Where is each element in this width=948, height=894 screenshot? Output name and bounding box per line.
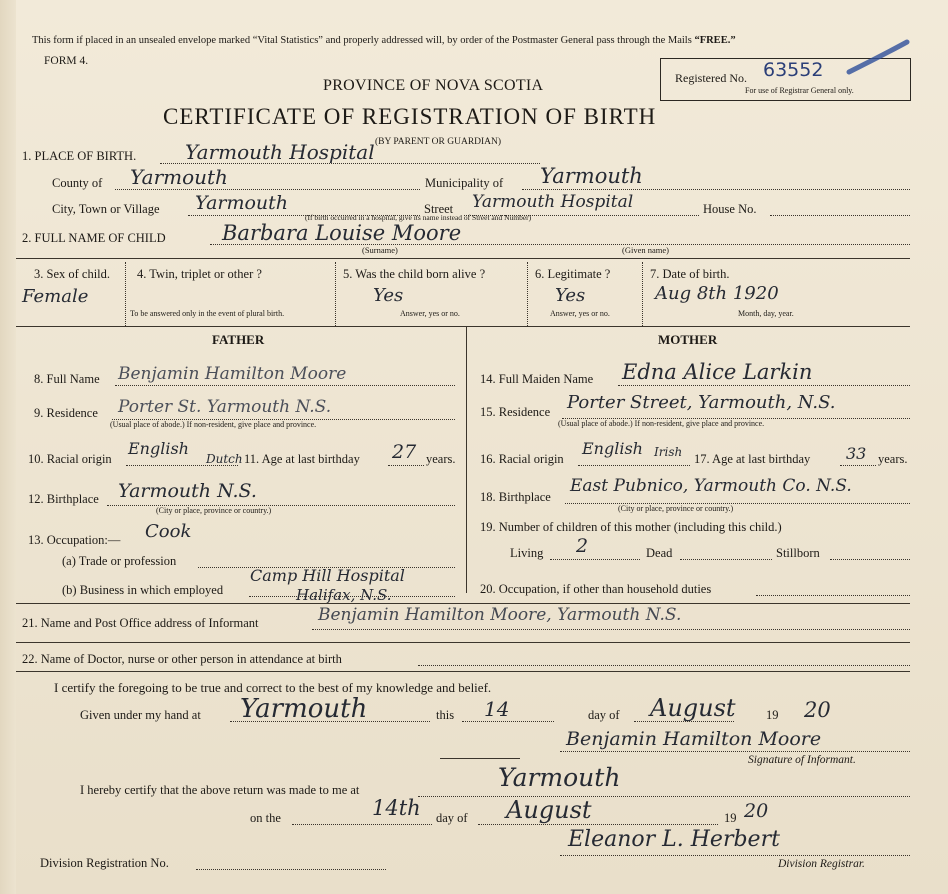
registrar-signature-line [560, 855, 910, 856]
informant-label: 21. Name and Post Office address of Informant [22, 616, 259, 630]
stillborn-label: Stillborn [776, 546, 820, 560]
father-residence-note-b: If non-resident, give place and province. [186, 420, 317, 429]
certification-year-prefix: 19 [766, 708, 779, 722]
father-heading: FATHER [212, 332, 265, 347]
registrar-month-value: August [506, 796, 592, 824]
child-name-label: 2. FULL NAME OF CHILD [22, 231, 166, 245]
stillborn-line [830, 559, 910, 560]
father-age-value: 27 [392, 441, 417, 463]
city-value: Yarmouth [195, 192, 289, 214]
registrar-statement: I hereby certify that the above return was made to me at [80, 783, 360, 797]
registered-label: Registered No. [675, 71, 747, 85]
father-residence-note [110, 421, 316, 429]
father-racial-value-2: Dutch [206, 452, 243, 466]
mother-age-unit: years. [878, 452, 908, 466]
municipality-label: Municipality of [425, 176, 504, 190]
rule-top-details [16, 258, 910, 259]
mother-age-label: 17. Age at last birthday [694, 452, 811, 466]
registrar-month-line [478, 824, 718, 825]
living-line [550, 559, 640, 560]
mother-racial-label: 16. Racial origin [480, 452, 564, 466]
municipality-value: Yarmouth [540, 164, 643, 188]
city-label: City, Town or Village [52, 202, 160, 216]
mother-birthplace-note: (City or place, province or country.) [618, 504, 734, 513]
pen-mark [845, 38, 915, 78]
form-number: FORM 4. [44, 55, 89, 67]
mother-residence-value: Porter Street, Yarmouth, N.S. [567, 392, 836, 413]
business-label: (b) Business in which employed [62, 583, 224, 597]
this-label: this [436, 708, 455, 722]
father-age-line [388, 465, 424, 466]
county-value: Yarmouth [130, 165, 228, 189]
mother-occupation-line [756, 595, 910, 596]
mailing-notice [32, 36, 736, 47]
legitimate-note: Answer, yes or no. [550, 309, 610, 318]
mother-birthplace-value: East Pubnico, Yarmouth Co. N.S. [570, 476, 852, 496]
mother-birthplace-line [565, 503, 910, 504]
registrar-year-suffix: 20 [744, 800, 769, 822]
given-place-value: Yarmouth [240, 694, 368, 724]
mailing-notice-text: This form if placed in an unsealed envelope marked “Vital Statistics” and properly addressed will, by order of the Postmaster General pass through the Mails [32, 35, 692, 46]
mother-residence-note-b: If non-resident, give place and province. [634, 419, 765, 428]
father-name-label: 8. Full Name [34, 372, 100, 386]
county-label: County of [52, 176, 103, 190]
father-racial-label: 10. Racial origin [28, 452, 112, 466]
father-racial-value: English [128, 439, 189, 458]
place-of-birth-label: 1. PLACE OF BIRTH. [22, 149, 137, 163]
informant-value: Benjamin Hamilton Moore, Yarmouth N.S. [318, 605, 682, 625]
mother-name-line [618, 385, 910, 386]
informant-signature: Benjamin Hamilton Moore [566, 728, 822, 750]
divider-1 [125, 262, 126, 326]
alive-label: 5. Was the child born alive ? [343, 267, 486, 281]
father-residence-note-a: (Usual place of abode.) [110, 420, 185, 429]
date-of-birth-note: Month, day, year. [738, 309, 794, 318]
informant-signature-line [560, 751, 910, 752]
dead-line [680, 559, 772, 560]
certification-month-value: August [650, 694, 736, 722]
municipality-line [522, 189, 910, 190]
short-rule [440, 758, 520, 759]
registrar-signature-caption: Division Registrar. [778, 858, 865, 870]
date-of-birth-label: 7. Date of birth. [650, 267, 730, 281]
registrar-place-value: Yarmouth [498, 763, 621, 792]
division-registration-line [196, 869, 386, 870]
house-line [770, 215, 910, 216]
father-occupation-label: 13. Occupation:— [28, 533, 121, 547]
father-name-line [115, 385, 455, 386]
mother-occupation-label: 20. Occupation, if other than household duties [480, 582, 712, 596]
legitimate-label: 6. Legitimate ? [535, 267, 611, 281]
street-note: (If birth occurred in a hospital, give its name instead of Street and Number) [305, 213, 532, 222]
sex-value: Female [22, 286, 89, 307]
father-residence-label: 9. Residence [34, 406, 98, 420]
dead-label: Dead [646, 546, 673, 560]
registrar-year-prefix: 19 [724, 811, 737, 825]
business-value-2: Halifax, N.S. [296, 586, 392, 604]
rule-certification-top [16, 671, 910, 672]
mother-residence-note [558, 420, 764, 428]
province-heading: PROVINCE OF NOVA SCOTIA [323, 77, 544, 94]
father-birthplace-note: (City or place, province or country.) [156, 506, 272, 515]
divider-3 [527, 262, 528, 326]
registrar-day-value: 14th [372, 796, 421, 820]
left-edge-strip [0, 0, 16, 894]
living-value: 2 [576, 535, 589, 557]
mother-residence-note-a: (Usual place of abode.) [558, 419, 633, 428]
mother-name-label: 14. Full Maiden Name [480, 372, 594, 386]
registrar-place-line [418, 796, 910, 797]
mailing-notice-free: “FREE.” [694, 35, 736, 46]
informant-line [312, 629, 910, 630]
business-value: Camp Hill Hospital [250, 566, 405, 585]
father-birthplace-value: Yarmouth N.S. [118, 480, 257, 502]
divider-4 [642, 262, 643, 326]
rule-informant-top [16, 603, 910, 604]
mother-name-value: Edna Alice Larkin [622, 360, 813, 384]
mother-children-label: 19. Number of children of this mother (including this child.) [480, 520, 782, 534]
trade-label: (a) Trade or profession [62, 554, 177, 568]
on-the-label: on the [250, 811, 281, 825]
certification-day-of-label: day of [588, 708, 620, 722]
registered-note: For use of Registrar General only. [745, 86, 854, 95]
legitimate-value: Yes [555, 285, 586, 306]
mother-heading: MOTHER [658, 332, 718, 347]
this-value: 14 [484, 697, 510, 721]
father-name-value: Benjamin Hamilton Moore [118, 364, 347, 384]
rule-doctor-top [16, 642, 910, 643]
father-birthplace-label: 12. Birthplace [28, 492, 99, 506]
division-registration-label: Division Registration No. [40, 856, 169, 870]
doctor-line [418, 665, 910, 666]
mother-racial-line [578, 465, 690, 466]
mother-racial-value-2: Irish [654, 445, 683, 459]
given-under-label: Given under my hand at [80, 708, 201, 722]
this-line [462, 721, 554, 722]
mother-birthplace-label: 18. Birthplace [480, 490, 551, 504]
mother-age-line [840, 465, 876, 466]
child-name-value: Barbara Louise Moore [222, 221, 462, 245]
doctor-label: 22. Name of Doctor, nurse or other person in attendance at birth [22, 652, 342, 666]
surname-note: (Surname) [362, 245, 398, 255]
street-label: Street [424, 202, 454, 216]
mother-racial-value: English [582, 439, 643, 458]
parents-divider [466, 326, 467, 593]
given-name-note: (Given name) [622, 245, 669, 255]
twin-note: To be answered only in the event of plural birth. [130, 309, 285, 318]
divider-2 [335, 262, 336, 326]
house-label: House No. [703, 202, 757, 216]
date-of-birth-value: Aug 8th 1920 [655, 283, 779, 304]
informant-signature-caption: Signature of Informant. [748, 754, 856, 766]
certification-year-suffix: 20 [804, 698, 831, 722]
mother-age-value: 33 [846, 444, 867, 463]
street-value: Yarmouth Hospital [472, 192, 634, 212]
alive-value: Yes [373, 285, 404, 306]
registrar-day-of-label: day of [436, 811, 468, 825]
father-age-unit: years. [426, 452, 456, 466]
registrar-signature: Eleanor L. Herbert [568, 827, 780, 852]
certificate-subtitle: (BY PARENT OR GUARDIAN) [375, 137, 502, 147]
father-age-label: 11. Age at last birthday [244, 452, 360, 466]
registrar-day-line [292, 824, 432, 825]
certification-statement: I certify the foregoing to be true and correct to the best of my knowledge and belief. [54, 680, 492, 695]
county-line [115, 189, 420, 190]
twin-label: 4. Twin, triplet or other ? [137, 267, 262, 281]
alive-note: Answer, yes or no. [400, 309, 460, 318]
father-occupation-value: Cook [145, 521, 192, 542]
certificate-title: CERTIFICATE OF REGISTRATION OF BIRTH [163, 104, 657, 129]
father-residence-value: Porter St. Yarmouth N.S. [118, 397, 332, 417]
rule-parents-top [16, 326, 910, 327]
mother-residence-label: 15. Residence [480, 405, 551, 419]
place-of-birth-value: Yarmouth Hospital [185, 140, 375, 164]
living-label: Living [510, 546, 544, 560]
sex-label: 3. Sex of child. [34, 267, 111, 281]
registered-number: 63552 [763, 59, 824, 81]
